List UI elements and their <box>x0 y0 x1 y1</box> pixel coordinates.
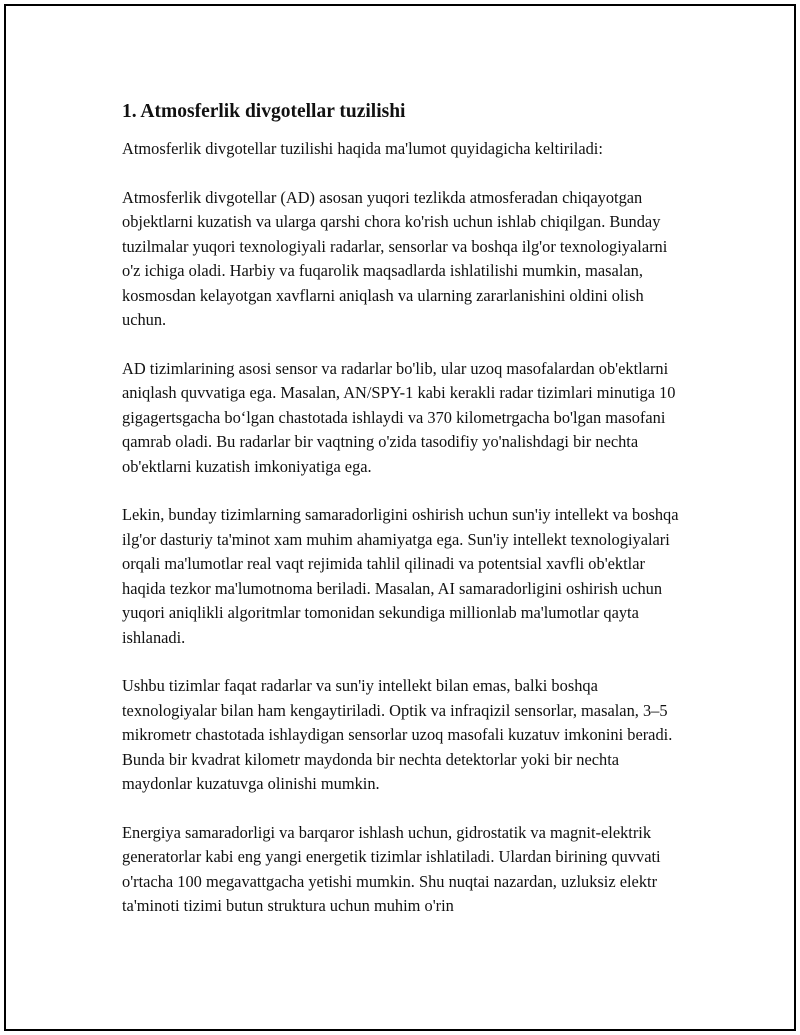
intro-paragraph: Atmosferlik divgotellar tuzilishi haqida ma'lumot quyidagicha keltiriladi: <box>122 139 603 158</box>
section-heading: 1. Atmosferlik divgotellar tuzilishi <box>122 101 406 122</box>
paragraph-sensors: Ushbu tizimlar faqat radarlar va sun'iy intellekt bilan emas, balki boshqa texnologiyalar bilan ham kengaytiriladi. Optik va infraqizil sensorlar, masalan, 3–5 mikrometr chastotada ishlaydigan sensorlar uzoq masofali kuzatuv imkonini beradi. Bunda bir kvadrat kilometr maydonda bir nechta detektorlar yoki bir nechta maydonlar kuzatuvga olinishi mumkin. <box>122 676 673 793</box>
document-body <box>122 99 688 943</box>
paragraph-artificial-intelligence: Lekin, bunday tizimlarning samaradorligini oshirish uchun sun'iy intellekt va boshqa ilg'or dasturiy ta'minot xam muhim ahamiyatga ega. Sun'iy intellekt texnologiyalari orqali ma'lumotlar real vaqt rejimida tahlil qilinadi va potentsial xavfli ob'ektlar haqida tezkor ma'lumotnoma beriladi. Masalan, AI samaradorligini oshirish uchun yuqori aniqlikli algoritmlar tomonidan sekundiga millionlab ma'lumotlar qayta ishlanadi. <box>122 505 679 647</box>
page-frame <box>4 4 796 1031</box>
paragraph-energy-systems: Energiya samaradorligi va barqaror ishlash uchun, gidrostatik va magnit-elektrik generatorlar kabi eng yangi energetik tizimlar ishlatiladi. Ulardan birining quvvati o'rtacha 100 megavattgacha yetishi mumkin. Shu nuqtai nazardan, uzluksiz elektr ta'minoti tizimi butun struktura uchun muhim o'rin <box>122 822 661 915</box>
paragraph-ad-overview: Atmosferlik divgotellar (AD) asosan yuqori tezlikda atmosferadan chiqayotgan objektlarni kuzatish va ularga qarshi chora ko'rish uchun ishlab chiqilgan. Bunday tuzilmalar yuqori texnologiyali radarlar, sensorlar va boshqa ilg'or texnologiyalarni o'z ichiga oladi. Harbiy va fuqarolik maqsadlarda ishlatilishi mumkin, masalan, kosmosdan kelayotgan xavflarni aniqlash va ularning zararlanishini oldini olish uchun. <box>122 187 668 329</box>
paragraph-radar-systems: AD tizimlarining asosi sensor va radarlar bo'lib, ular uzoq masofalardan ob'ektlarni aniqlash quvvatiga ega. Masalan, AN/SPY-1 kabi kerakli radar tizimlari minutiga 10 gigagertsgacha bo‘lgan chastotada ishlaydi va 370 kilometrgacha bo'lgan masofani qamrab oladi. Bu radarlar bir vaqtning o'zida tasodifiy yo'nalishdagi bir nechta ob'ektlarni kuzatish imkoniyatiga ega. <box>122 358 676 476</box>
